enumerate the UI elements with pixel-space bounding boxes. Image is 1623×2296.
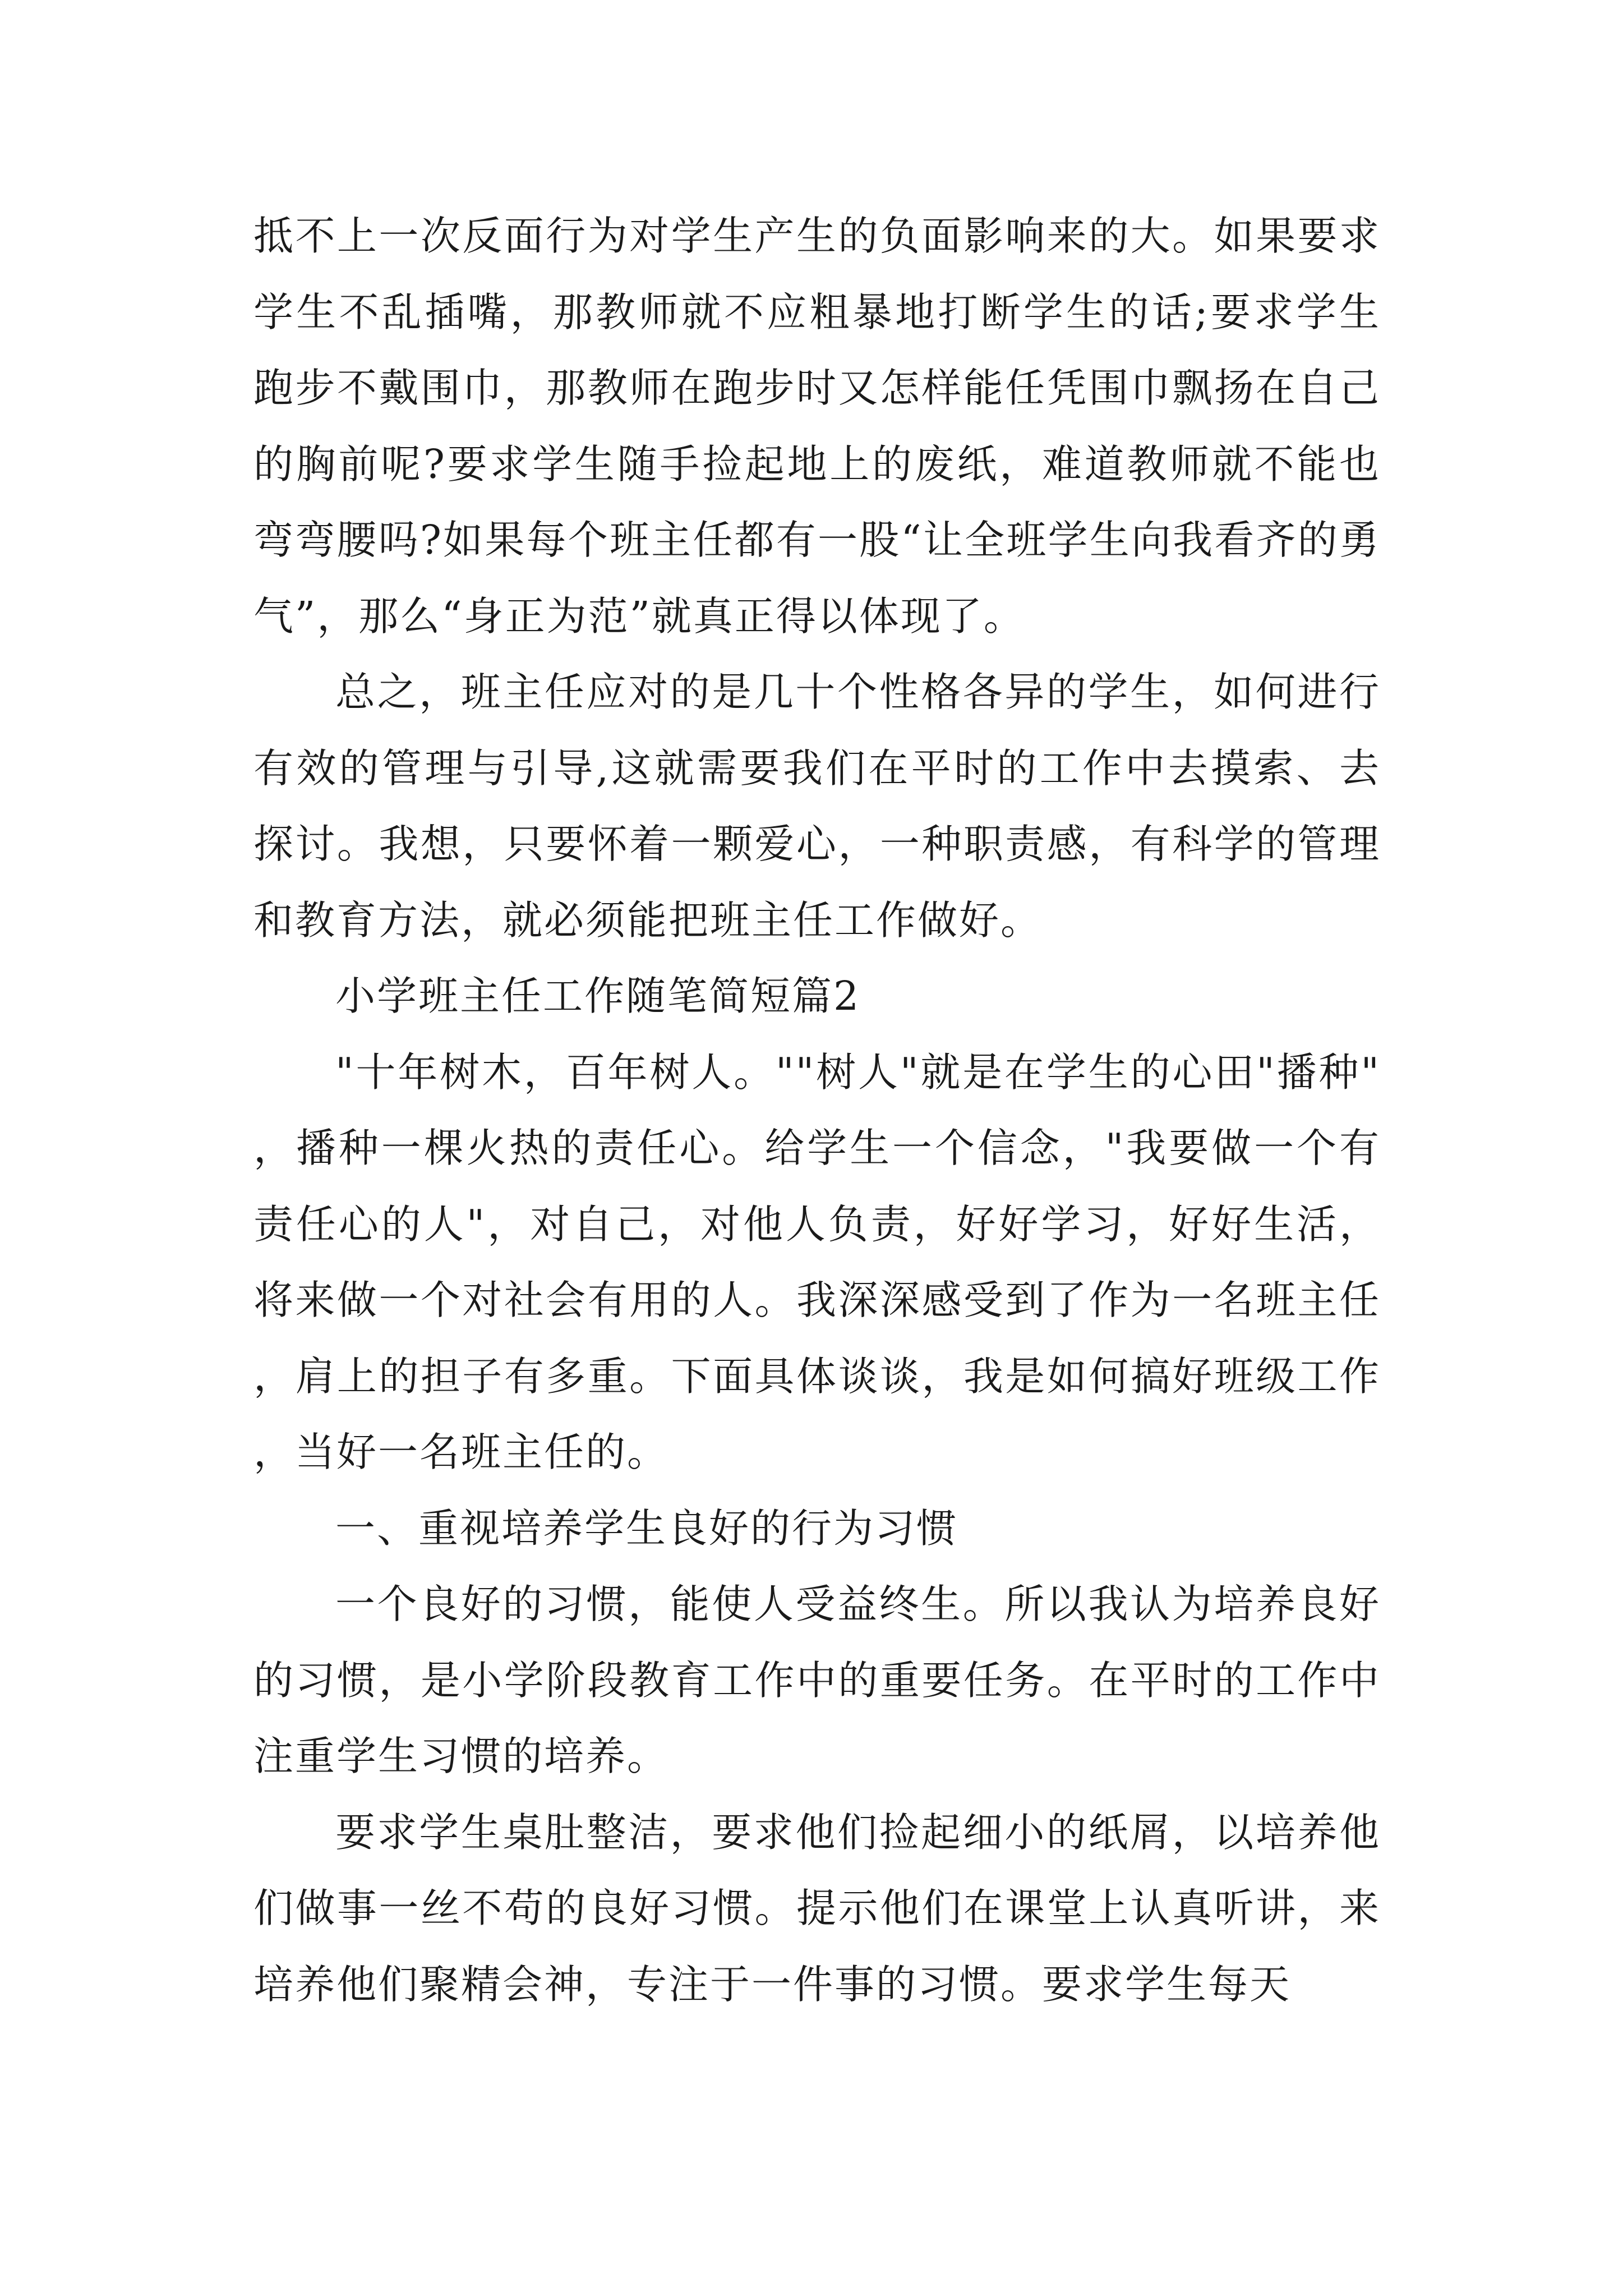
- subsection-heading: 一、重视培养学生良好的行为习惯: [335, 1504, 958, 1552]
- paragraph-conclusion: 总之，班主任应对的是几十个性格各异的学生，如何进行有效的管理与引导,这就需要我们在平时的工作中去摸索、去探讨。我想，只要怀着一颗爱心，一种职责感，有科学的管理和教育方法，就必须能把班主任工作做好。: [253, 669, 1381, 944]
- paragraph-habits: 一个良好的习惯，能使人受益终生。所以我认为培养良好的习惯，是小学阶段教育工作中的重要任务。在平时的工作中注重学生习惯的培养。: [253, 1581, 1381, 1779]
- paragraph-continuation: 抵不上一次反面行为对学生产生的负面影响来的大。如果要求学生不乱插嘴，那教师就不应粗暴地打断学生的话;要求学生跑步不戴围巾，那教师在跑步时又怎样能任凭围巾飘扬在自己的胸前呢?要求学生随手捡起地上的废纸，难道教师就不能也弯弯腰吗?如果每个班主任都有一股“让全班学生向我看齐的勇气”，那么“身正为范”就真正得以体现了。: [253, 213, 1381, 639]
- paragraph-intro: "十年树木，百年树人。""树人"就是在学生的心田"播种"，播种一棵火热的责任心。给学生一个信念，"我要做一个有责任心的人"，对自己，对他人负责，好好学习，好好生活，将来做一个对社会有用的人。我深深感受到了作为一名班主任，肩上的担子有多重。下面具体谈谈，我是如何搞好班级工作，当好一名班主任的。: [253, 1048, 1381, 1475]
- paragraph-requirements: 要求学生桌肚整洁，要求他们捡起细小的纸屑，以培养他们做事一丝不苟的良好习惯。提示他们在课堂上认真听讲，来培养他们聚精会神，专注于一件事的习惯。要求学生每天: [253, 1809, 1381, 2008]
- document-body: [253, 198, 1381, 2022]
- section-title: 小学班主任工作随笔简短篇2: [335, 973, 861, 1019]
